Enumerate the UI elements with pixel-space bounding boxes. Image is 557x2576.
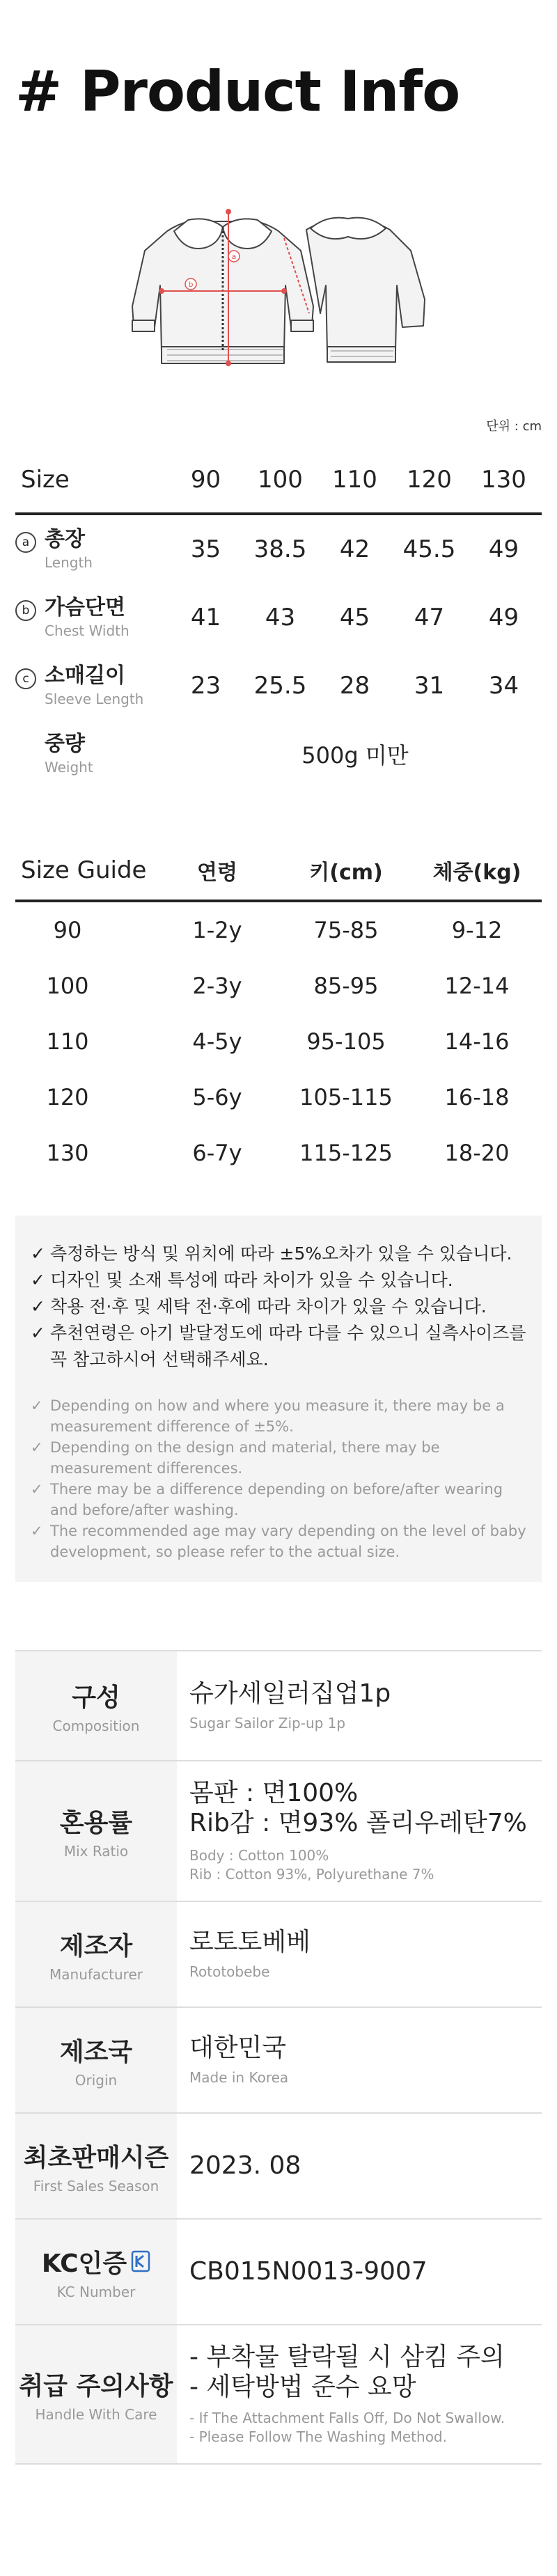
check-icon: ✓ bbox=[31, 1243, 45, 1264]
info-value-en: Rototobebe bbox=[189, 1963, 270, 1981]
kc-mark-icon bbox=[131, 2249, 150, 2273]
unit-note: 단위 : cm bbox=[486, 419, 542, 434]
row-label-en: Weight bbox=[45, 759, 93, 776]
size-header-cell: 120 bbox=[407, 466, 452, 494]
guide-cell: 120 bbox=[46, 1084, 89, 1110]
note-ko: ✓ 디자인 및 소재 특성에 따라 차이가 있을 수 있습니다. bbox=[31, 1267, 526, 1294]
info-row-mix-ratio bbox=[15, 1761, 542, 1902]
guide-cell: 14-16 bbox=[444, 1028, 510, 1055]
size-value: 49 bbox=[488, 604, 519, 631]
note-en: ✓ Depending on the design and material, there may be measurement differences. bbox=[31, 1437, 526, 1479]
row-label-en: Sleeve Length bbox=[45, 691, 144, 708]
guide-cell: 18-20 bbox=[444, 1140, 510, 1166]
size-row-sleeve bbox=[15, 652, 542, 720]
row-label-en: Chest Width bbox=[45, 622, 130, 640]
info-key-en: First Sales Season bbox=[33, 2177, 159, 2194]
size-value: 25.5 bbox=[253, 672, 307, 700]
size-table-header bbox=[15, 447, 542, 515]
row-label-ko: 소매길이 bbox=[45, 663, 125, 688]
marker-a: a bbox=[231, 252, 237, 261]
size-value: 23 bbox=[190, 672, 221, 700]
size-value: 45.5 bbox=[402, 535, 456, 563]
size-guide-table bbox=[15, 841, 542, 1181]
guide-header-cell: 연령 bbox=[197, 861, 237, 885]
info-key: 혼용률 bbox=[59, 1808, 133, 1837]
guide-row bbox=[15, 1125, 542, 1181]
row-label-en: Length bbox=[45, 554, 93, 572]
info-key: 최초판매시즌 bbox=[23, 2143, 169, 2172]
info-value-en: Rib : Cotton 93%, Polyurethane 7% bbox=[189, 1866, 434, 1883]
info-value: 몸판 : 면100% bbox=[189, 1778, 359, 1807]
check-icon: ✓ bbox=[31, 1439, 43, 1456]
info-value-en: Body : Cotton 100% bbox=[189, 1847, 329, 1864]
guide-cell: 115-125 bbox=[299, 1140, 393, 1166]
marker-c-badge: c bbox=[15, 668, 36, 689]
info-key: 제조자 bbox=[59, 1931, 133, 1961]
guide-cell: 16-18 bbox=[444, 1084, 510, 1110]
guide-header-cell: 키(cm) bbox=[309, 861, 383, 885]
row-label-ko: 가슴단면 bbox=[45, 595, 125, 620]
guide-cell: 90 bbox=[53, 917, 82, 943]
guide-cell: 9-12 bbox=[451, 917, 503, 943]
size-guide-header bbox=[15, 841, 542, 902]
info-value-en: - Please Follow The Washing Method. bbox=[189, 2428, 447, 2446]
check-icon: ✓ bbox=[31, 1270, 45, 1290]
size-row-length bbox=[15, 515, 542, 583]
note-en: ✓ Depending on how and where you measure it, there may be a measurement difference of ±5%. bbox=[31, 1395, 526, 1437]
check-icon: ✓ bbox=[31, 1523, 43, 1539]
size-value: 41 bbox=[190, 604, 221, 631]
note-en: ✓ There may be a difference depending on before/after wearing and before/after washing. bbox=[31, 1479, 526, 1521]
guide-cell: 4-5y bbox=[192, 1028, 242, 1055]
size-header-cell: 100 bbox=[258, 466, 303, 494]
info-row-care bbox=[15, 2325, 542, 2465]
size-value: 45 bbox=[339, 604, 370, 631]
size-value: 28 bbox=[339, 672, 370, 700]
guide-cell: 100 bbox=[46, 973, 89, 999]
guide-cell: 95-105 bbox=[306, 1028, 386, 1055]
size-header-cell: 110 bbox=[332, 466, 377, 494]
guide-cell: 75-85 bbox=[313, 917, 379, 943]
size-row-weight bbox=[15, 720, 542, 788]
size-row-chest bbox=[15, 583, 542, 652]
info-value: CB015N0013-9007 bbox=[189, 2257, 427, 2286]
info-value: 로토토베베 bbox=[189, 1927, 311, 1956]
guide-cell: 5-6y bbox=[192, 1084, 242, 1110]
info-value: 대한민국 bbox=[189, 2033, 287, 2062]
info-row-composition bbox=[15, 1651, 542, 1761]
info-key: 취급 주의사항 bbox=[19, 2371, 173, 2401]
info-key-en: Handle With Care bbox=[35, 2405, 157, 2423]
garment-illustration bbox=[118, 202, 439, 383]
info-value: - 세탁방법 준수 요망 bbox=[189, 2373, 416, 2401]
marker-b: b bbox=[188, 280, 194, 289]
marker-b-badge: b bbox=[15, 600, 36, 621]
page-title: # Product Info bbox=[15, 59, 460, 124]
note-ko: ✓ 측정하는 방식 및 위치에 따라 ±5%오차가 있을 수 있습니다. bbox=[31, 1241, 526, 1267]
row-label-ko: 총장 bbox=[45, 526, 85, 551]
info-row-manufacturer bbox=[15, 1902, 542, 2008]
info-key-en: Manufacturer bbox=[49, 1965, 143, 1983]
note-ko: ✓ 추천연령은 아기 발달정도에 따라 다를 수 있으니 실측사이즈를 꼭 참고하시어 선택해주세요. bbox=[31, 1320, 526, 1373]
size-value: 43 bbox=[265, 604, 296, 631]
guide-cell: 2-3y bbox=[192, 973, 242, 999]
guide-cell: 105-115 bbox=[299, 1084, 393, 1110]
size-header-label: Size bbox=[21, 466, 70, 494]
info-value-en: Sugar Sailor Zip-up 1p bbox=[189, 1715, 346, 1732]
check-icon: ✓ bbox=[31, 1323, 45, 1343]
check-icon: ✓ bbox=[31, 1397, 43, 1414]
size-value: 49 bbox=[488, 535, 519, 563]
guide-cell: 12-14 bbox=[444, 973, 510, 999]
check-icon: ✓ bbox=[31, 1296, 45, 1317]
info-value: 2023. 08 bbox=[189, 2151, 301, 2181]
guide-cell: 1-2y bbox=[192, 917, 242, 943]
info-row-kc bbox=[15, 2220, 542, 2325]
size-value: 42 bbox=[339, 535, 370, 563]
info-row-origin bbox=[15, 2008, 542, 2114]
info-value-en: - If The Attachment Falls Off, Do Not Swallow. bbox=[189, 2410, 505, 2427]
marker-a-badge: a bbox=[15, 532, 36, 553]
info-key-en: Composition bbox=[52, 1717, 140, 1734]
info-value: 슈가세일러집업1p bbox=[189, 1679, 391, 1708]
guide-row bbox=[15, 902, 542, 958]
size-value: 35 bbox=[190, 535, 221, 563]
guide-row bbox=[15, 958, 542, 1014]
info-value: - 부착물 탈락될 시 삼킴 주의 bbox=[189, 2342, 505, 2371]
guide-header-cell: 체중(kg) bbox=[432, 861, 521, 885]
size-header-cell: 90 bbox=[190, 466, 221, 494]
info-key: 제조국 bbox=[59, 2037, 133, 2066]
guide-cell: 130 bbox=[46, 1140, 89, 1166]
info-key: KC인증 bbox=[42, 2244, 150, 2279]
note-en: ✓ The recommended age may vary depending on the level of baby development, so please refer to the actual size. bbox=[31, 1521, 526, 1562]
row-label-ko: 중량 bbox=[45, 731, 85, 756]
size-value: 47 bbox=[414, 604, 445, 631]
size-header-cell: 130 bbox=[481, 466, 526, 494]
guide-cell: 6-7y bbox=[192, 1140, 242, 1166]
size-value: 31 bbox=[414, 672, 445, 700]
info-key-en: Mix Ratio bbox=[63, 1842, 129, 1860]
info-value-en: Made in Korea bbox=[189, 2069, 289, 2087]
guide-row bbox=[15, 1069, 542, 1125]
guide-cell: 85-95 bbox=[313, 973, 379, 999]
weight-value: 500g 미만 bbox=[301, 742, 409, 769]
info-value: Rib감 : 면93% 폴리우레탄7% bbox=[189, 1809, 527, 1837]
guide-row bbox=[15, 1014, 542, 1069]
info-row-first-sales bbox=[15, 2114, 542, 2220]
guide-cell: 110 bbox=[46, 1028, 89, 1055]
guide-header-cell: Size Guide bbox=[21, 856, 147, 884]
size-measurement-table bbox=[15, 447, 542, 788]
info-key-en: Origin bbox=[74, 2071, 118, 2089]
check-icon: ✓ bbox=[31, 1481, 43, 1498]
product-info-table bbox=[15, 1650, 542, 2465]
size-value: 34 bbox=[488, 672, 519, 700]
size-value: 38.5 bbox=[253, 535, 307, 563]
note-ko: ✓ 착용 전·후 및 세탁 전·후에 따라 차이가 있을 수 있습니다. bbox=[31, 1294, 526, 1320]
notes-box bbox=[15, 1216, 542, 1582]
info-key: 구성 bbox=[72, 1683, 120, 1712]
info-key-en: KC Number bbox=[56, 2283, 136, 2300]
